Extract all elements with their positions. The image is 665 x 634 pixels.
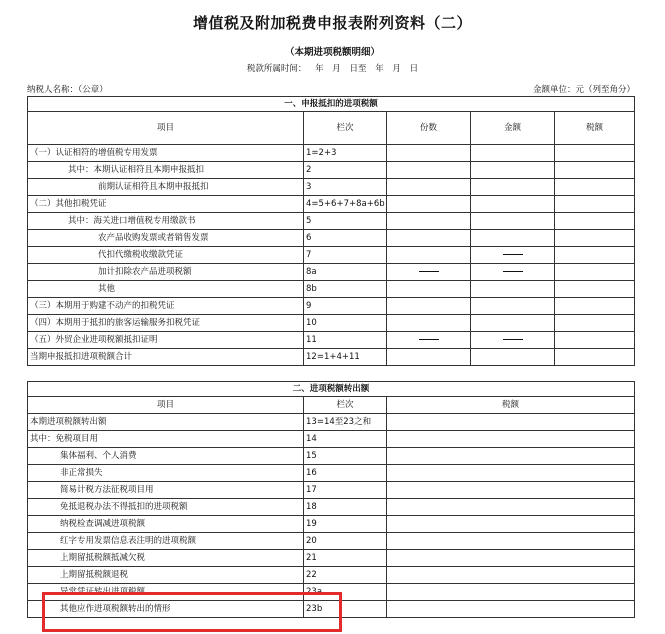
row-code: 19 [304, 516, 387, 533]
table-row [28, 162, 635, 179]
count-cell[interactable] [387, 230, 471, 247]
row-label: 其中：本期认证相符且本期申报抵扣 [28, 162, 304, 179]
tax-cell[interactable] [555, 298, 635, 315]
row-label: 其他 [28, 281, 304, 298]
row-code: 23b [304, 601, 387, 618]
row-code: 21 [304, 550, 387, 567]
dash-line [419, 339, 439, 340]
tax-cell[interactable] [387, 567, 635, 584]
row-label: 红字专用发票信息表注明的进项税额 [28, 533, 304, 550]
row-label: 免抵退税办法不得抵扣的进项税额 [28, 499, 304, 516]
table-row [28, 332, 635, 349]
row-label: 非正常损失 [28, 465, 304, 482]
row-label: 当期申报抵扣进项税额合计 [28, 349, 304, 366]
tax-cell[interactable] [387, 550, 635, 567]
tax-cell[interactable] [387, 431, 635, 448]
tax-cell[interactable] [555, 179, 635, 196]
na-cell [387, 264, 471, 281]
table-row [28, 448, 635, 465]
amount-cell[interactable] [471, 349, 555, 366]
tax-period: 税款所属时间： 年 月 日至 年 月 日 [246, 64, 419, 74]
na-cell [471, 247, 555, 264]
na-cell [471, 264, 555, 281]
count-cell[interactable] [387, 281, 471, 298]
dash-line [503, 339, 523, 340]
row-code: 9 [304, 298, 387, 315]
table-row [28, 247, 635, 264]
tax-cell[interactable] [555, 213, 635, 230]
row-label: （二）其他扣税凭证 [28, 196, 304, 213]
col-item: 项目 [28, 112, 304, 145]
tax-cell[interactable] [555, 247, 635, 264]
table-row [28, 298, 635, 315]
table-row [28, 315, 635, 332]
tax-cell[interactable] [555, 196, 635, 213]
table-row [28, 465, 635, 482]
form-subtitle: （本期进项税额明细） [284, 47, 380, 58]
count-cell[interactable] [387, 315, 471, 332]
col-code: 栏次 [304, 112, 387, 145]
row-code: 23a [304, 584, 387, 601]
count-cell[interactable] [387, 179, 471, 196]
count-cell[interactable] [387, 247, 471, 264]
table-row [28, 196, 635, 213]
table-row [28, 550, 635, 567]
tax-cell[interactable] [387, 584, 635, 601]
table-row [28, 533, 635, 550]
tax-cell[interactable] [387, 482, 635, 499]
row-code: 12=1+4+11 [304, 349, 387, 366]
count-cell[interactable] [387, 196, 471, 213]
row-label: 简易计税方法征税项目用 [28, 482, 304, 499]
col-tax: 税额 [555, 112, 635, 145]
row-label: （四）本期用于抵扣的旅客运输服务扣税凭证 [28, 315, 304, 332]
dash-line [503, 271, 523, 272]
amount-cell[interactable] [471, 230, 555, 247]
table-row [28, 145, 635, 162]
section2-table [27, 381, 635, 618]
table-row [28, 264, 635, 281]
row-label: 其中：免税项目用 [28, 431, 304, 448]
table-row [28, 230, 635, 247]
table-row [28, 213, 635, 230]
tax-cell[interactable] [555, 145, 635, 162]
na-cell [471, 332, 555, 349]
tax-cell[interactable] [555, 349, 635, 366]
row-label: 代扣代缴税收缴款凭证 [28, 247, 304, 264]
table-row [28, 281, 635, 298]
amount-cell[interactable] [471, 281, 555, 298]
col-count: 份数 [387, 112, 471, 145]
tax-cell[interactable] [387, 448, 635, 465]
row-code: 1=2+3 [304, 145, 387, 162]
row-code: 5 [304, 213, 387, 230]
taxpayer-name: 纳税人名称：（公章） [27, 85, 108, 95]
row-label: 农产品收购发票或者销售发票 [28, 230, 304, 247]
row-label: （五）外贸企业进项税额抵扣证明 [28, 332, 304, 349]
table-row [28, 414, 635, 431]
count-cell[interactable] [387, 213, 471, 230]
tax-cell[interactable] [555, 230, 635, 247]
row-label: （一）认证相符的增值税专用发票 [28, 145, 304, 162]
section1-table [27, 96, 635, 366]
amount-cell[interactable] [471, 298, 555, 315]
table-row [28, 482, 635, 499]
col-code: 栏次 [304, 397, 387, 414]
amount-unit: 金额单位：元（列至角分） [532, 85, 635, 95]
tax-cell[interactable] [555, 332, 635, 349]
row-code: 16 [304, 465, 387, 482]
row-code: 18 [304, 499, 387, 516]
col-tax: 税额 [387, 397, 635, 414]
count-cell[interactable] [387, 145, 471, 162]
row-label: 其他应作进项税额转出的情形 [28, 601, 304, 618]
tax-cell[interactable] [387, 516, 635, 533]
row-label: （三）本期用于购建不动产的扣税凭证 [28, 298, 304, 315]
row-label: 上期留抵税额退税 [28, 567, 304, 584]
row-code: 15 [304, 448, 387, 465]
dash-line [419, 271, 439, 272]
count-cell[interactable] [387, 298, 471, 315]
tax-cell[interactable] [387, 499, 635, 516]
amount-cell[interactable] [471, 162, 555, 179]
row-code: 4=5+6+7+8a+6b [304, 196, 387, 213]
dash-line [503, 254, 523, 255]
row-code: 7 [304, 247, 387, 264]
col-item: 项目 [28, 397, 304, 414]
tax-cell[interactable] [555, 162, 635, 179]
row-label: 纳税检查调减进项税额 [28, 516, 304, 533]
row-label: 上期留抵税额抵减欠税 [28, 550, 304, 567]
row-code: 22 [304, 567, 387, 584]
row-label: 异常凭证转出进项税额 [28, 584, 304, 601]
amount-cell[interactable] [471, 213, 555, 230]
amount-cell[interactable] [471, 315, 555, 332]
section2-title: 二、进项税额转出额 [28, 382, 635, 397]
tax-cell[interactable] [555, 281, 635, 298]
row-code: 6 [304, 230, 387, 247]
row-label: 前期认证相符且本期申报抵扣 [28, 179, 304, 196]
amount-cell[interactable] [471, 179, 555, 196]
table-row [28, 516, 635, 533]
row-code: 8a [304, 264, 387, 281]
row-code: 10 [304, 315, 387, 332]
table-row [28, 349, 635, 366]
table-row [28, 431, 635, 448]
row-code: 14 [304, 431, 387, 448]
na-cell [387, 332, 471, 349]
amount-cell[interactable] [471, 196, 555, 213]
row-label: 集体福利、个人消费 [28, 448, 304, 465]
tax-cell[interactable] [387, 601, 635, 618]
amount-cell[interactable] [471, 145, 555, 162]
count-cell[interactable] [387, 162, 471, 179]
count-cell[interactable] [387, 349, 471, 366]
row-label: 其中：海关进口增值税专用缴款书 [28, 213, 304, 230]
highlight-box [42, 592, 342, 632]
row-code: 17 [304, 482, 387, 499]
form-title: 增值税及附加税费申报表附列资料（二） [192, 14, 472, 32]
table-row [28, 499, 635, 516]
row-label: 本期进项税额转出额 [28, 414, 304, 431]
tax-cell[interactable] [387, 465, 635, 482]
table-row [28, 179, 635, 196]
col-amount: 金额 [471, 112, 555, 145]
row-code: 11 [304, 332, 387, 349]
tax-cell[interactable] [555, 264, 635, 281]
section1-title: 一、申报抵扣的进项税额 [28, 97, 635, 112]
table-row [28, 567, 635, 584]
tax-cell[interactable] [387, 414, 635, 431]
row-code: 3 [304, 179, 387, 196]
row-code: 13=14至23之和 [304, 414, 387, 431]
tax-cell[interactable] [555, 315, 635, 332]
row-label: 加计扣除农产品进项税额 [28, 264, 304, 281]
row-code: 20 [304, 533, 387, 550]
row-code: 2 [304, 162, 387, 179]
tax-cell[interactable] [387, 533, 635, 550]
row-code: 8b [304, 281, 387, 298]
